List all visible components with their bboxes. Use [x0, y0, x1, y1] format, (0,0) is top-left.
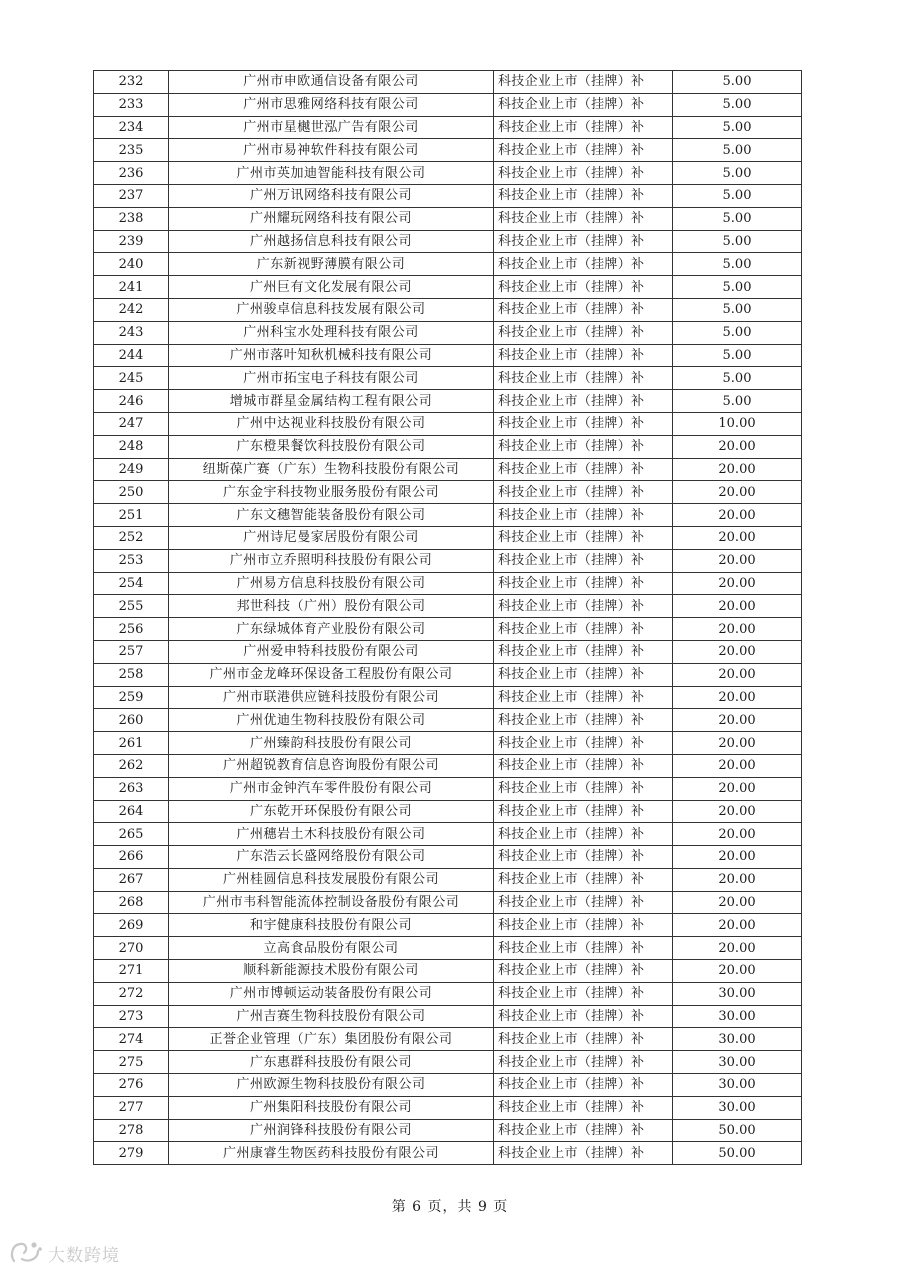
- company-name: 广州市英加迪智能科技有限公司: [169, 162, 494, 185]
- table-row: [94, 754, 802, 777]
- row-index: 270: [94, 937, 169, 960]
- subsidy-amount: 20.00: [673, 663, 802, 686]
- row-index: 247: [94, 412, 169, 435]
- row-index: 252: [94, 526, 169, 549]
- row-index: 251: [94, 504, 169, 527]
- subsidy-amount: 20.00: [673, 800, 802, 823]
- subsidy-type: 科技企业上市（挂牌）补: [494, 458, 673, 481]
- row-index: 248: [94, 435, 169, 458]
- subsidy-amount: 30.00: [673, 1051, 802, 1074]
- brand-logo-icon: [8, 1239, 44, 1267]
- subsidy-table-container: [93, 70, 799, 1165]
- table-row: [94, 116, 802, 139]
- row-index: 237: [94, 184, 169, 207]
- subsidy-amount: 20.00: [673, 481, 802, 504]
- table-row: [94, 93, 802, 116]
- company-name: 广东金宇科技物业服务股份有限公司: [169, 481, 494, 504]
- company-name: 广州润锋科技股份有限公司: [169, 1119, 494, 1142]
- row-index: 276: [94, 1074, 169, 1097]
- company-name: 广州桂圆信息科技发展股份有限公司: [169, 868, 494, 891]
- company-name: 顺科新能源技术股份有限公司: [169, 960, 494, 983]
- subsidy-type: 科技企业上市（挂牌）补: [494, 93, 673, 116]
- subsidy-type: 科技企业上市（挂牌）补: [494, 709, 673, 732]
- company-name: 广州市金龙峰环保设备工程股份有限公司: [169, 663, 494, 686]
- subsidy-amount: 30.00: [673, 1096, 802, 1119]
- row-index: 253: [94, 549, 169, 572]
- subsidy-type: 科技企业上市（挂牌）补: [494, 1096, 673, 1119]
- table-row: [94, 298, 802, 321]
- subsidy-type: 科技企业上市（挂牌）补: [494, 276, 673, 299]
- table-row: [94, 868, 802, 891]
- subsidy-amount: 20.00: [673, 823, 802, 846]
- subsidy-type: 科技企业上市（挂牌）补: [494, 526, 673, 549]
- company-name: 广州穗岩土木科技股份有限公司: [169, 823, 494, 846]
- table-row: [94, 458, 802, 481]
- subsidy-type: 科技企业上市（挂牌）补: [494, 298, 673, 321]
- row-index: 238: [94, 207, 169, 230]
- table-row: [94, 777, 802, 800]
- subsidy-amount: 5.00: [673, 139, 802, 162]
- row-index: 256: [94, 618, 169, 641]
- subsidy-table-body: [94, 71, 802, 1165]
- subsidy-amount: 20.00: [673, 549, 802, 572]
- row-index: 262: [94, 754, 169, 777]
- table-row: [94, 321, 802, 344]
- row-index: 279: [94, 1142, 169, 1165]
- company-name: 广州越扬信息科技有限公司: [169, 230, 494, 253]
- subsidy-type: 科技企业上市（挂牌）补: [494, 868, 673, 891]
- subsidy-type: 科技企业上市（挂牌）补: [494, 572, 673, 595]
- subsidy-amount: 20.00: [673, 914, 802, 937]
- row-index: 240: [94, 253, 169, 276]
- company-name: 广州臻韵科技股份有限公司: [169, 732, 494, 755]
- table-row: [94, 709, 802, 732]
- subsidy-amount: 20.00: [673, 777, 802, 800]
- subsidy-amount: 30.00: [673, 1074, 802, 1097]
- company-name: 广州超锐教育信息咨询股份有限公司: [169, 754, 494, 777]
- company-name: 广东橙果餐饮科技股份有限公司: [169, 435, 494, 458]
- table-row: [94, 914, 802, 937]
- company-name: 广州吉赛生物科技股份有限公司: [169, 1005, 494, 1028]
- table-row: [94, 71, 802, 94]
- table-row: [94, 640, 802, 663]
- row-index: 269: [94, 914, 169, 937]
- subsidy-amount: 30.00: [673, 1005, 802, 1028]
- company-name: 广州市落叶知秋机械科技有限公司: [169, 344, 494, 367]
- row-index: 239: [94, 230, 169, 253]
- subsidy-amount: 20.00: [673, 709, 802, 732]
- company-name: 广州万讯网络科技有限公司: [169, 184, 494, 207]
- table-row: [94, 207, 802, 230]
- subsidy-type: 科技企业上市（挂牌）补: [494, 846, 673, 869]
- subsidy-type: 科技企业上市（挂牌）补: [494, 1005, 673, 1028]
- subsidy-amount: 30.00: [673, 982, 802, 1005]
- subsidy-type: 科技企业上市（挂牌）补: [494, 1142, 673, 1165]
- subsidy-amount: 5.00: [673, 390, 802, 413]
- row-index: 263: [94, 777, 169, 800]
- subsidy-type: 科技企业上市（挂牌）补: [494, 321, 673, 344]
- row-index: 271: [94, 960, 169, 983]
- company-name: 广州市星樾世泓广告有限公司: [169, 116, 494, 139]
- row-index: 245: [94, 367, 169, 390]
- row-index: 235: [94, 139, 169, 162]
- table-row: [94, 526, 802, 549]
- subsidy-type: 科技企业上市（挂牌）补: [494, 71, 673, 94]
- company-name: 广州科宝水处理科技有限公司: [169, 321, 494, 344]
- company-name: 广州中达视业科技股份有限公司: [169, 412, 494, 435]
- subsidy-amount: 5.00: [673, 344, 802, 367]
- row-index: 266: [94, 846, 169, 869]
- table-row: [94, 1074, 802, 1097]
- row-index: 242: [94, 298, 169, 321]
- subsidy-amount: 20.00: [673, 595, 802, 618]
- subsidy-type: 科技企业上市（挂牌）补: [494, 960, 673, 983]
- row-index: 246: [94, 390, 169, 413]
- company-name: 广州市韦科智能流体控制设备股份有限公司: [169, 891, 494, 914]
- company-name: 广东乾开环保股份有限公司: [169, 800, 494, 823]
- table-row: [94, 823, 802, 846]
- subsidy-amount: 20.00: [673, 754, 802, 777]
- row-index: 233: [94, 93, 169, 116]
- subsidy-amount: 20.00: [673, 458, 802, 481]
- company-name: 广东浩云长盛网络股份有限公司: [169, 846, 494, 869]
- table-row: [94, 1119, 802, 1142]
- subsidy-amount: 5.00: [673, 253, 802, 276]
- subsidy-type: 科技企业上市（挂牌）补: [494, 891, 673, 914]
- company-name: 广州耀玩网络科技有限公司: [169, 207, 494, 230]
- company-name: 广州爱申特科技股份有限公司: [169, 640, 494, 663]
- table-row: [94, 230, 802, 253]
- table-row: [94, 1005, 802, 1028]
- subsidy-table: [93, 70, 802, 1165]
- row-index: 258: [94, 663, 169, 686]
- row-index: 250: [94, 481, 169, 504]
- row-index: 234: [94, 116, 169, 139]
- subsidy-type: 科技企业上市（挂牌）补: [494, 686, 673, 709]
- table-row: [94, 572, 802, 595]
- row-index: 277: [94, 1096, 169, 1119]
- row-index: 244: [94, 344, 169, 367]
- table-row: [94, 549, 802, 572]
- table-row: [94, 618, 802, 641]
- subsidy-type: 科技企业上市（挂牌）补: [494, 982, 673, 1005]
- subsidy-type: 科技企业上市（挂牌）补: [494, 412, 673, 435]
- company-name: 广州市申欧通信设备有限公司: [169, 71, 494, 94]
- table-row: [94, 276, 802, 299]
- subsidy-type: 科技企业上市（挂牌）补: [494, 207, 673, 230]
- company-name: 广州骏卓信息科技发展有限公司: [169, 298, 494, 321]
- subsidy-amount: 5.00: [673, 367, 802, 390]
- table-row: [94, 253, 802, 276]
- subsidy-amount: 5.00: [673, 298, 802, 321]
- subsidy-type: 科技企业上市（挂牌）补: [494, 549, 673, 572]
- subsidy-type: 科技企业上市（挂牌）补: [494, 504, 673, 527]
- page-number: 第 6 页，共 9 页: [391, 1199, 509, 1215]
- table-row: [94, 412, 802, 435]
- row-index: 272: [94, 982, 169, 1005]
- table-row: [94, 435, 802, 458]
- company-name: 广东新视野薄膜有限公司: [169, 253, 494, 276]
- subsidy-type: 科技企业上市（挂牌）补: [494, 367, 673, 390]
- table-row: [94, 1142, 802, 1165]
- table-row: [94, 139, 802, 162]
- subsidy-type: 科技企业上市（挂牌）补: [494, 1028, 673, 1051]
- subsidy-type: 科技企业上市（挂牌）补: [494, 937, 673, 960]
- subsidy-type: 科技企业上市（挂牌）补: [494, 184, 673, 207]
- subsidy-type: 科技企业上市（挂牌）补: [494, 777, 673, 800]
- row-index: 257: [94, 640, 169, 663]
- company-name: 广州市拓宝电子科技有限公司: [169, 367, 494, 390]
- row-index: 243: [94, 321, 169, 344]
- subsidy-amount: 20.00: [673, 572, 802, 595]
- subsidy-amount: 5.00: [673, 116, 802, 139]
- company-name: 广州优迪生物科技股份有限公司: [169, 709, 494, 732]
- subsidy-amount: 20.00: [673, 891, 802, 914]
- table-row: [94, 1096, 802, 1119]
- company-name: 广州市易神软件科技有限公司: [169, 139, 494, 162]
- subsidy-type: 科技企业上市（挂牌）补: [494, 481, 673, 504]
- subsidy-type: 科技企业上市（挂牌）补: [494, 663, 673, 686]
- table-row: [94, 732, 802, 755]
- table-row: [94, 1051, 802, 1074]
- row-index: 278: [94, 1119, 169, 1142]
- table-row: [94, 162, 802, 185]
- subsidy-amount: 20.00: [673, 526, 802, 549]
- table-row: [94, 1028, 802, 1051]
- subsidy-amount: 5.00: [673, 162, 802, 185]
- subsidy-type: 科技企业上市（挂牌）补: [494, 344, 673, 367]
- subsidy-type: 科技企业上市（挂牌）补: [494, 390, 673, 413]
- row-index: 261: [94, 732, 169, 755]
- subsidy-amount: 5.00: [673, 184, 802, 207]
- row-index: 274: [94, 1028, 169, 1051]
- company-name: 广州易方信息科技股份有限公司: [169, 572, 494, 595]
- subsidy-type: 科技企业上市（挂牌）补: [494, 754, 673, 777]
- company-name: 邦世科技（广州）股份有限公司: [169, 595, 494, 618]
- row-index: 255: [94, 595, 169, 618]
- company-name: 广东惠群科技股份有限公司: [169, 1051, 494, 1074]
- subsidy-type: 科技企业上市（挂牌）补: [494, 1119, 673, 1142]
- subsidy-amount: 20.00: [673, 846, 802, 869]
- subsidy-amount: 20.00: [673, 504, 802, 527]
- subsidy-type: 科技企业上市（挂牌）补: [494, 230, 673, 253]
- table-row: [94, 800, 802, 823]
- subsidy-amount: 20.00: [673, 732, 802, 755]
- table-row: [94, 846, 802, 869]
- table-row: [94, 686, 802, 709]
- company-name: 广州欧源生物科技股份有限公司: [169, 1074, 494, 1097]
- subsidy-type: 科技企业上市（挂牌）补: [494, 162, 673, 185]
- row-index: 241: [94, 276, 169, 299]
- table-row: [94, 481, 802, 504]
- watermark-text: 大数跨境: [48, 1245, 120, 1266]
- subsidy-type: 科技企业上市（挂牌）补: [494, 139, 673, 162]
- row-index: 254: [94, 572, 169, 595]
- watermark: [8, 1238, 120, 1268]
- subsidy-amount: 5.00: [673, 276, 802, 299]
- subsidy-amount: 50.00: [673, 1119, 802, 1142]
- table-row: [94, 937, 802, 960]
- subsidy-amount: 20.00: [673, 618, 802, 641]
- subsidy-amount: 5.00: [673, 93, 802, 116]
- subsidy-amount: 5.00: [673, 321, 802, 344]
- subsidy-amount: 5.00: [673, 207, 802, 230]
- row-index: 249: [94, 458, 169, 481]
- table-row: [94, 595, 802, 618]
- company-name: 增城市群星金属结构工程有限公司: [169, 390, 494, 413]
- row-index: 267: [94, 868, 169, 891]
- table-row: [94, 367, 802, 390]
- company-name: 纽斯葆广赛（广东）生物科技股份有限公司: [169, 458, 494, 481]
- company-name: 立高食品股份有限公司: [169, 937, 494, 960]
- subsidy-amount: 5.00: [673, 230, 802, 253]
- row-index: 236: [94, 162, 169, 185]
- company-name: 广东文穗智能装备股份有限公司: [169, 504, 494, 527]
- subsidy-amount: 20.00: [673, 937, 802, 960]
- company-name: 广东绿城体育产业股份有限公司: [169, 618, 494, 641]
- row-index: 268: [94, 891, 169, 914]
- subsidy-amount: 50.00: [673, 1142, 802, 1165]
- subsidy-amount: 20.00: [673, 868, 802, 891]
- subsidy-amount: 20.00: [673, 435, 802, 458]
- row-index: 260: [94, 709, 169, 732]
- subsidy-type: 科技企业上市（挂牌）补: [494, 823, 673, 846]
- table-row: [94, 504, 802, 527]
- subsidy-amount: 30.00: [673, 1028, 802, 1051]
- table-row: [94, 184, 802, 207]
- subsidy-type: 科技企业上市（挂牌）补: [494, 435, 673, 458]
- subsidy-amount: 20.00: [673, 960, 802, 983]
- company-name: 广州康睿生物医药科技股份有限公司: [169, 1142, 494, 1165]
- subsidy-type: 科技企业上市（挂牌）补: [494, 595, 673, 618]
- subsidy-type: 科技企业上市（挂牌）补: [494, 253, 673, 276]
- row-index: 273: [94, 1005, 169, 1028]
- subsidy-type: 科技企业上市（挂牌）补: [494, 618, 673, 641]
- table-row: [94, 390, 802, 413]
- subsidy-amount: 20.00: [673, 686, 802, 709]
- company-name: 广州市联港供应链科技股份有限公司: [169, 686, 494, 709]
- row-index: 275: [94, 1051, 169, 1074]
- company-name: 和宇健康科技股份有限公司: [169, 914, 494, 937]
- company-name: 广州诗尼曼家居股份有限公司: [169, 526, 494, 549]
- company-name: 广州市立乔照明科技股份有限公司: [169, 549, 494, 572]
- row-index: 265: [94, 823, 169, 846]
- table-row: [94, 891, 802, 914]
- subsidy-type: 科技企业上市（挂牌）补: [494, 1074, 673, 1097]
- table-row: [94, 344, 802, 367]
- company-name: 正誉企业管理（广东）集团股份有限公司: [169, 1028, 494, 1051]
- subsidy-type: 科技企业上市（挂牌）补: [494, 800, 673, 823]
- subsidy-type: 科技企业上市（挂牌）补: [494, 914, 673, 937]
- subsidy-amount: 5.00: [673, 71, 802, 94]
- subsidy-amount: 10.00: [673, 412, 802, 435]
- subsidy-type: 科技企业上市（挂牌）补: [494, 1051, 673, 1074]
- table-row: [94, 960, 802, 983]
- row-index: 232: [94, 71, 169, 94]
- company-name: 广州集阳科技股份有限公司: [169, 1096, 494, 1119]
- company-name: 广州市思雅网络科技有限公司: [169, 93, 494, 116]
- table-row: [94, 982, 802, 1005]
- company-name: 广州巨有文化发展有限公司: [169, 276, 494, 299]
- subsidy-type: 科技企业上市（挂牌）补: [494, 116, 673, 139]
- subsidy-amount: 20.00: [673, 640, 802, 663]
- table-row: [94, 663, 802, 686]
- row-index: 264: [94, 800, 169, 823]
- row-index: 259: [94, 686, 169, 709]
- company-name: 广州市博顿运动装备股份有限公司: [169, 982, 494, 1005]
- company-name: 广州市金钟汽车零件股份有限公司: [169, 777, 494, 800]
- subsidy-type: 科技企业上市（挂牌）补: [494, 732, 673, 755]
- subsidy-type: 科技企业上市（挂牌）补: [494, 640, 673, 663]
